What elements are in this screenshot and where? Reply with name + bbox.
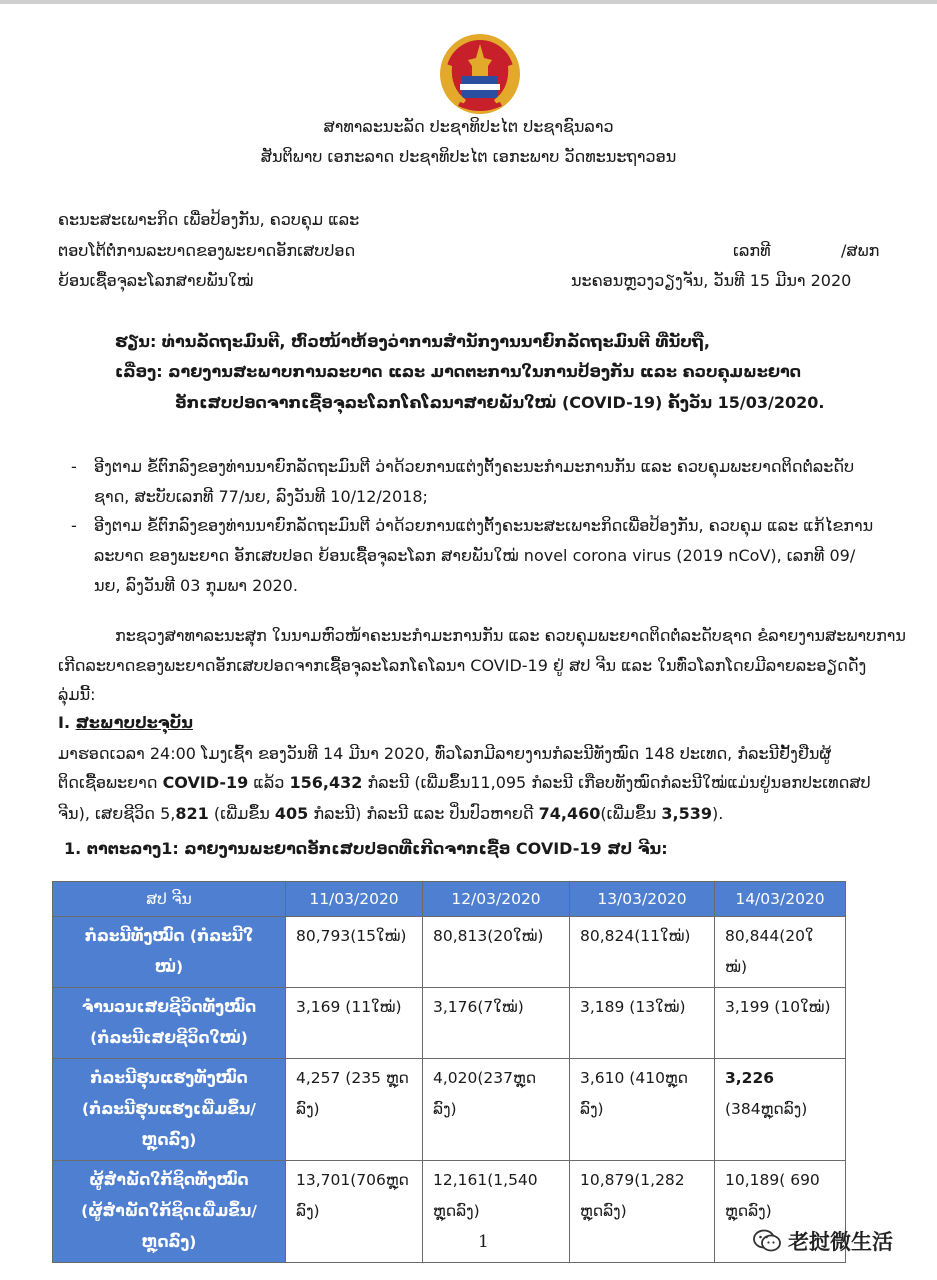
table-row <box>53 917 846 988</box>
row-label <box>53 988 286 1059</box>
situation-line-1: ມາຮອດເວລາ 24:00 ໂມງເຊົ້າ ຂອງວັນທີ 14 ມີນາ 2020, ທົ່ວໂລກມີລາຍງານກໍລະນີທັງໝົດ 148 ປະເທດ, ກໍລະນີຢັ້ງຢືນຜູ້ <box>58 744 832 763</box>
cell-line: 80,824(11ໃໝ່) <box>580 927 691 945</box>
text-run: ຕິດເຊື້ອພະຍາດ <box>58 773 163 792</box>
table-cell <box>423 1059 570 1161</box>
table-header-cell: 11/03/2020 <box>286 882 423 917</box>
table-cell <box>570 988 715 1059</box>
cell-line: 80,844(20ໃ <box>725 927 814 945</box>
table-cell <box>286 1059 423 1161</box>
sender-line-1: ຄະນະສະເພາະກິດ ເພື່ອປ້ອງກັນ, ຄວບຄຸມ ແລະ <box>58 210 360 229</box>
text-run: ). <box>712 804 724 823</box>
watermark-text: 老挝微生活 <box>788 1230 893 1254</box>
sender-line-2: ຕອບໂຕ້ຕໍ່ການລະບາດຂອງພະຍາດອັກເສບປອດ <box>58 241 356 260</box>
reference-item-2-line-1: ອີງຕາມ ຂໍ້ຕົກລົງຂອງທ່ານນາຍົກລັດຖະມົນຕີ ວ່າດ້ວຍການແຕ່ງຕັ້ງຄະນະສະເພາະກິດເພື່ອປ້ອງກັນ, ຄວບຄຸມ ແລະ ແກ້ໄຂການ <box>94 516 874 535</box>
cell-line: 3,199 (10ໃໝ່) <box>725 998 831 1016</box>
list-dash: - <box>71 457 77 476</box>
table-header-cell: 14/03/2020 <box>715 882 846 917</box>
place-date: ນະຄອນຫຼວງວຽງຈັນ, ວັນທີ 15 ມີນາ 2020 <box>571 271 852 290</box>
page-top-border <box>0 0 937 4</box>
row-label <box>53 917 286 988</box>
subject-re-line-2: ອັກເສບປອດຈາກເຊື້ອຈຸລະໂລກໂຄໂລນາສາຍພັນໃໝ່ (COVID-19) ຄັ້ງວັນ 15/03/2020. <box>175 393 825 412</box>
section-heading-text: ສະພາບປະຈຸບັນ <box>75 713 193 732</box>
cell-line: ລົງ) <box>296 1202 320 1220</box>
section-heading <box>58 713 193 732</box>
table-cell <box>286 1161 423 1263</box>
row-label-line: ຫຼຸດລົງ) <box>141 1233 197 1251</box>
table-cell <box>423 917 570 988</box>
row-label-line: (ກໍລະນີເສຍຊີວິດໃໝ່) <box>90 1029 248 1047</box>
text-run: ກໍລະນີ (ເພີ່ມຂຶ້ນ11,095 ກໍລະນີ ເກືອບທັງໝົດກໍລະນີໃໝ່ແມ່ນຢູ່ນອກປະເທດສປ <box>362 773 871 792</box>
table-cell <box>570 917 715 988</box>
reference-item-2-line-2: ລະບາດ ຂອງພະຍາດ ອັກເສບປອດ ຍ້ອນເຊື້ອຈຸລະໂລກ ສາຍພັນໃໝ່ novel corona virus (2019 nCoV), ເລກທີ 09/ <box>94 546 856 565</box>
reference-item-2-line-3: ນຍ, ລົງວັນທີ 03 ກຸມພາ 2020. <box>94 576 298 595</box>
table-row <box>53 1059 846 1161</box>
table-cell <box>715 917 846 988</box>
text-run: ຈີນ), ເສຍຊີວິດ 5, <box>58 804 176 823</box>
list-dash: - <box>71 516 77 535</box>
sender-line-3: ຍ້ອນເຊື້ອຈຸລະໂລກສາຍພັນໃໝ່ <box>58 271 254 290</box>
reference-item-1-line-1: ອີງຕາມ ຂໍ້ຕົກລົງຂອງທ່ານນາຍົກລັດຖະມົນຕີ ວ່າດ້ວຍການແຕ່ງຕັ້ງຄະນະກໍາມະການກັນ ແລະ ຄວບຄຸມພະຍາດຕິດຕໍ່ລະດັບ <box>94 457 855 476</box>
intro-line-3: ລຸ່ມນີ້: <box>58 685 96 704</box>
table-row <box>53 988 846 1059</box>
text-run-bold: 3,539 <box>661 804 713 823</box>
table-cell <box>286 917 423 988</box>
cell-line: 80,793(15ໃໝ່) <box>296 927 407 945</box>
cell-line: ໝ່) <box>725 958 747 976</box>
row-label <box>53 1059 286 1161</box>
cell-line: ຫຼຸດລົງ) <box>580 1202 627 1220</box>
row-label-line: ໝ່) <box>154 958 184 976</box>
cell-line: 3,189 (13ໃໝ່) <box>580 998 686 1016</box>
table-header-cell: 13/03/2020 <box>570 882 715 917</box>
cell-line: 4,020(237ຫຼຸດ <box>433 1069 537 1087</box>
cell-line: 13,701(706ຫຼຸດ <box>296 1171 409 1189</box>
cell-line: ຫຼຸດລົງ) <box>725 1202 772 1220</box>
wechat-icon <box>752 1228 782 1254</box>
cell-line: 3,176(7ໃໝ່) <box>433 998 524 1016</box>
situation-line-2 <box>58 773 871 792</box>
subject-re-line-1: ເລື່ອງ: ລາຍງານສະພາບການລະບາດ ແລະ ມາດຕະການໃນການປ້ອງກັນ ແລະ ຄວບຄຸມພະຍາດ <box>115 362 802 381</box>
table-cell <box>423 988 570 1059</box>
cell-line: 10,189( 690 <box>725 1171 820 1189</box>
row-label-line: (ກໍລະນີຮຸນແຮງເພີ່ມຂຶ້ນ/ <box>82 1100 256 1118</box>
cell-line: 80,813(20ໃໝ່) <box>433 927 544 945</box>
country-name-line: ສາທາລະນະລັດ ປະຊາທິປະໄຕ ປະຊາຊົນລາວ <box>323 117 614 136</box>
cell-line: 10,879(1,282 <box>580 1171 685 1189</box>
cell-line: (384ຫຼຸດລົງ) <box>725 1100 808 1118</box>
table-header-row <box>53 882 846 917</box>
row-label-line: ຈໍານວນເສຍຊີວິດທັງໝົດ <box>81 998 257 1016</box>
table-caption: 1. ຕາຕະລາງ1: ລາຍງານພະຍາດອັກເສບປອດທີ່ເກີດຈາກເຊື້ອ COVID-19 ສປ ຈີນ: <box>64 839 668 858</box>
text-run: ແລ້ວ <box>248 773 290 792</box>
row-label-line: ຜູ້ສໍາພັດໃກ້ຊິດທັງໝົດ <box>89 1171 249 1189</box>
text-run: ກໍລະນີ) ກໍລະນີ ແລະ ປິ່ນປົວຫາຍດີ <box>308 804 539 823</box>
table-cell <box>423 1161 570 1263</box>
page-number: 1 <box>478 1232 489 1252</box>
text-run-bold: 821 <box>175 804 209 823</box>
table-cell <box>715 1059 846 1161</box>
row-label-line: ກໍລະນີຮຸນແຮງທັງໝົດ <box>90 1069 248 1087</box>
table-header-cell: ສປ ຈີນ <box>53 882 286 917</box>
cell-line: ລົງ) <box>296 1100 320 1118</box>
row-label-line: ຫຼຸດລົງ) <box>141 1131 197 1149</box>
cell-line: 3,226 <box>725 1069 775 1087</box>
cell-line: ລົງ) <box>580 1100 604 1118</box>
row-label-line: (ຜູ້ສໍາພັດໃກ້ຊິດເພີ່ມຂຶ້ນ/ <box>81 1202 257 1220</box>
row-label-line: ກໍລະນີທັງໝົດ (ກໍລະນີໃ <box>84 927 254 945</box>
intro-line-2: ເກີດລະບາດຂອງພະຍາດອັກເສບປອດຈາກເຊື້ອຈຸລະໂລກໂຄໂລນາ COVID-19 ຢູ່ ສປ ຈີນ ແລະ ໃນທົ່ວໂລກໂດຍມີລາຍລະອຽດດັ່ງ <box>58 656 867 675</box>
table-row <box>53 1161 846 1263</box>
reference-number-suffix: /ສພກ <box>841 241 880 260</box>
situation-line-3 <box>58 804 723 823</box>
watermark <box>752 1224 893 1258</box>
cell-line: 12,161(1,540 <box>433 1171 538 1189</box>
cell-line: ລົງ) <box>433 1100 457 1118</box>
text-run-bold: 74,460 <box>538 804 601 823</box>
text-run-bold: 156,432 <box>289 773 363 792</box>
row-label <box>53 1161 286 1263</box>
national-emblem-icon <box>432 30 528 116</box>
subject-to-line: ຮຽນ: ທ່ານລັດຖະມົນຕີ, ຫົວໜ້າຫ້ອງວ່າການສໍານັກງານນາຍົກລັດຖະມົນຕີ ທີ່ນັບຖື, <box>115 332 710 351</box>
cell-line: 3,610 (410ຫຼຸດ <box>580 1069 689 1087</box>
intro-line-1: ກະຊວງສາທາລະນະສຸກ ໃນນາມຫົວໜ້າຄະນະກໍາມະການກັນ ແລະ ຄວບຄຸມພະຍາດຕິດຕໍ່ລະດັບຊາດ ຂໍລາຍງານສະພາບການ <box>115 626 906 645</box>
cell-line: ຫຼຸດລົງ) <box>433 1202 480 1220</box>
text-run: (ເພີ່ມຂຶ້ນ <box>208 804 275 823</box>
cell-line: 4,257 (235 ຫຼຸດ <box>296 1069 409 1087</box>
china-covid-table <box>52 881 846 1263</box>
reference-number-label: ເລກທີ <box>733 241 771 260</box>
cell-line: 3,169 (11ໃໝ່) <box>296 998 402 1016</box>
text-run: (ເພີ່ມຂຶ້ນ <box>600 804 662 823</box>
national-motto-line: ສັນຕິພາບ ເອກະລາດ ປະຊາທິປະໄຕ ເອກະພາບ ວັດທະນະຖາວອນ <box>260 147 677 166</box>
table-cell <box>570 1059 715 1161</box>
table-cell <box>715 988 846 1059</box>
table-cell <box>570 1161 715 1263</box>
reference-item-1-line-2: ຊາດ, ສະບັບເລກທີ 77/ນຍ, ລົງວັນທີ 10/12/2018; <box>94 487 428 506</box>
text-run-bold: 405 <box>274 804 309 823</box>
table-cell <box>286 988 423 1059</box>
table-header-cell: 12/03/2020 <box>423 882 570 917</box>
section-heading-number: I. <box>58 713 71 732</box>
text-run-bold: COVID-19 <box>162 773 249 792</box>
